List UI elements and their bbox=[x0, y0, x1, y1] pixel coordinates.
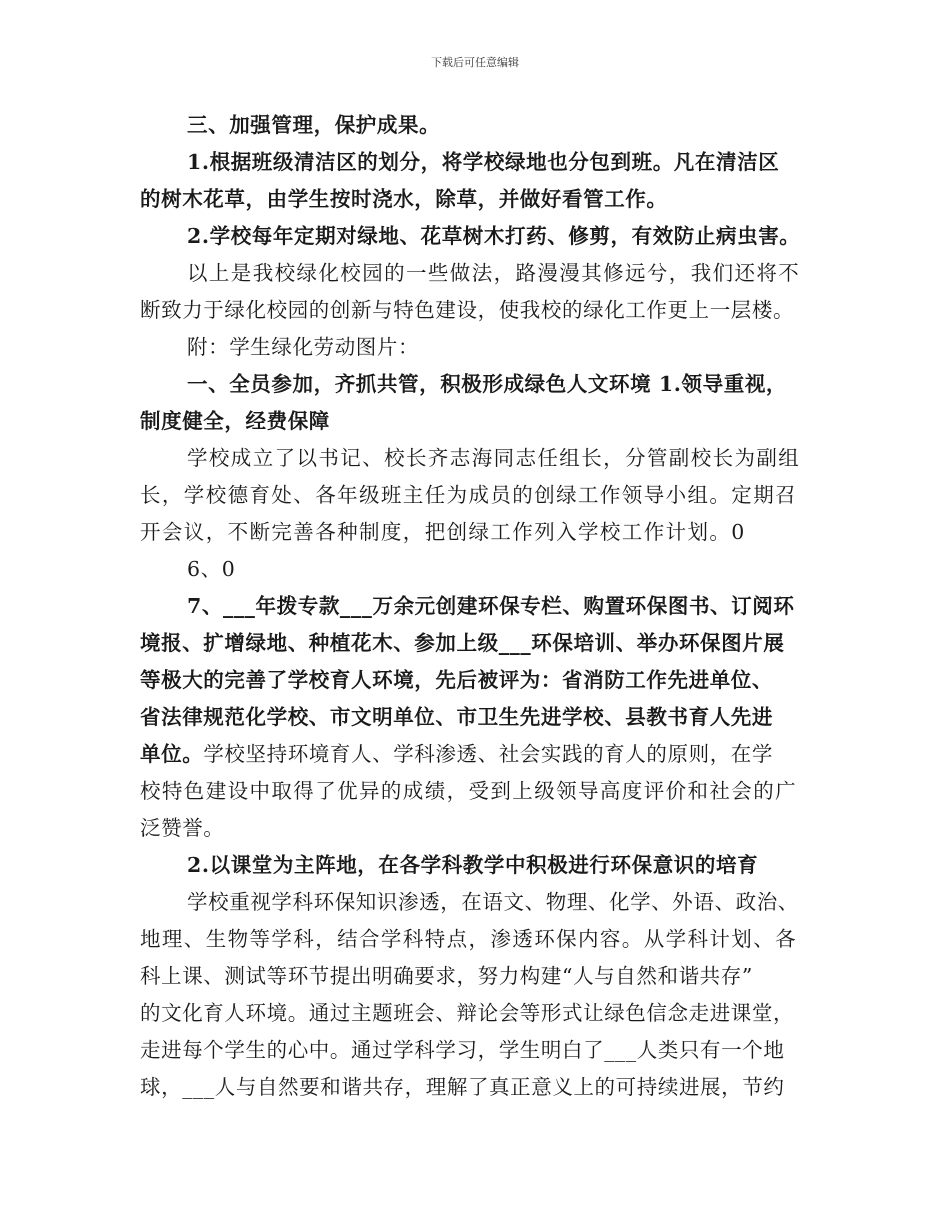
paragraph-line: 2.学校每年定期对绿地、花草树木打药、修剪，有效防止病虫害。 bbox=[187, 224, 801, 248]
paragraph-line: 长，学校德育处、各年级班主任为成员的创绿工作领导小组。定期召 bbox=[140, 483, 797, 507]
paragraph-line: 等极大的完善了学校育人环境，先后被评为：省消防工作先进单位、 bbox=[140, 668, 773, 692]
paragraph-line: 6、0 bbox=[187, 557, 236, 581]
bold-span: 单位。 bbox=[140, 742, 204, 766]
paragraph-line: 学校重视学科环保知识渗透，在语文、物理、化学、外语、政治、 bbox=[187, 890, 799, 914]
page-header: 下载后可任意编辑 bbox=[431, 56, 519, 69]
paragraph-line: 走进每个学生的心中。通过学科学习，学生明白了___人类只有一个地 bbox=[140, 1038, 785, 1062]
paragraph-line: 以上是我校绿化校园的一些做法，路漫漫其修远兮，我们还将不 bbox=[187, 261, 801, 285]
section-heading: 制度健全，经费保障 bbox=[140, 409, 330, 433]
paragraph-line bbox=[140, 736, 830, 773]
paragraph-line: 球，___人与自然要和谐共存，理解了真正意义上的可持续进展，节约 bbox=[140, 1075, 785, 1099]
section-heading: 2.以课堂为主阵地，在各学科教学中积极进行环保意识的培育 bbox=[187, 853, 759, 877]
section-heading: 三、加强管理，保护成果。 bbox=[187, 113, 441, 137]
paragraph-line: 的树木花草，由学生按时浇水，除草，并做好看管工作。 bbox=[140, 187, 668, 211]
paragraph-line: 泛赞誉。 bbox=[140, 816, 225, 840]
paragraph-line: 7、___年拨专款___万余元创建环保专栏、购置环保图书、订阅环 bbox=[187, 594, 795, 618]
paragraph-line: 校特色建设中取得了优异的成绩，受到上级领导高度评价和社会的广 bbox=[140, 779, 797, 803]
paragraph-line: 省法律规范化学校、市文明单位、市卫生先进学校、县教书育人先进 bbox=[140, 705, 773, 729]
paragraph-line: 开会议，不断完善各种制度，把创绿工作列入学校工作计划。0 bbox=[140, 520, 746, 544]
paragraph-line: 附：学生绿化劳动图片： bbox=[187, 335, 420, 359]
document-body bbox=[140, 107, 830, 1106]
paragraph-line: 学校成立了以书记、校长齐志海同志任组长，分管副校长为副组 bbox=[187, 446, 801, 470]
section-heading: 一、全员参加，齐抓共管，积极形成绿色人文环境 1.领导重视， bbox=[187, 372, 788, 396]
paragraph-line: 地理、生物等学科，结合学科特点，渗透环保内容。从学科计划、各 bbox=[140, 927, 797, 951]
paragraph-line: 的文化育人环境。通过主题班会、辩论会等形式让绿色信念走进课堂， bbox=[140, 1001, 795, 1025]
normal-span: 学校坚持环境育人、学科渗透、社会实践的育人的原则，在学 bbox=[203, 742, 774, 766]
paragraph-line: 断致力于绿化校园的创新与特色建设，使我校的绿化工作更上一层楼。 bbox=[140, 298, 795, 322]
paragraph-line: 科上课、测试等环节提出明确要求，努力构建“人与自然和谐共存” bbox=[140, 964, 753, 988]
paragraph-line: 1.根据班级清洁区的划分，将学校绿地也分包到班。凡在清洁区 bbox=[187, 150, 780, 174]
paragraph-line: 境报、扩增绿地、种植花木、参加上级___环保培训、举办环保图片展 bbox=[140, 631, 785, 655]
